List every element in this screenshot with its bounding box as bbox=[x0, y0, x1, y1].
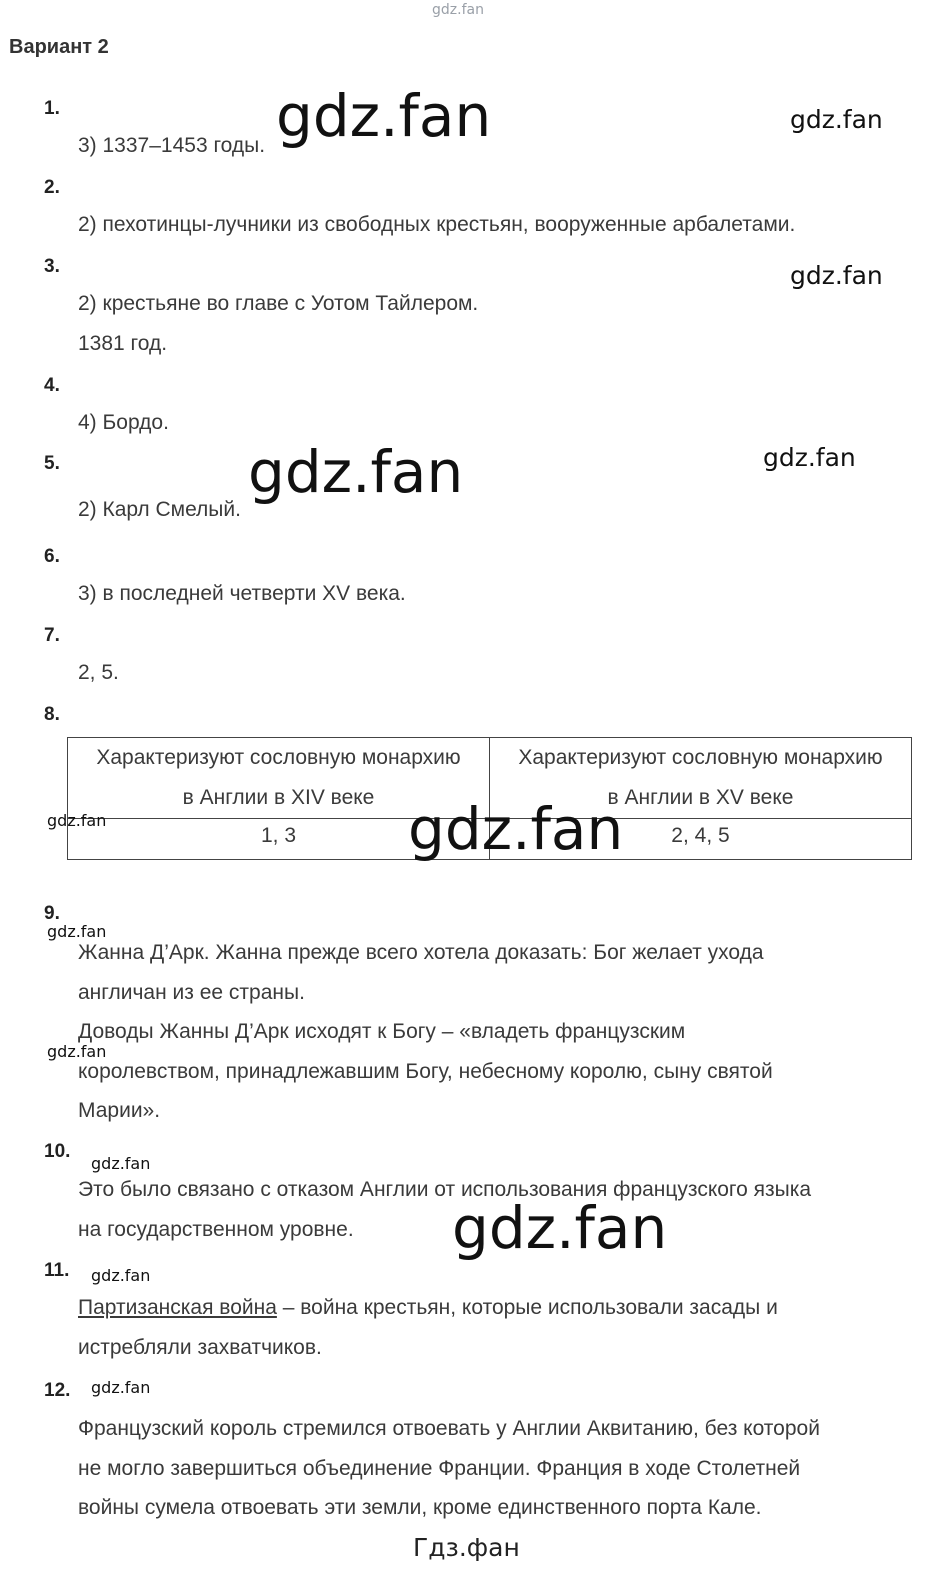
watermark-small: gdz.fan bbox=[47, 922, 107, 941]
watermark-small: gdz.fan bbox=[47, 1042, 107, 1061]
watermark-small: gdz.fan bbox=[91, 1266, 151, 1285]
question-number-6: 6. bbox=[44, 546, 60, 567]
answer-9-line-3: Доводы Жанны Д’Арк исходят к Богу – «владеть французским bbox=[78, 1020, 686, 1043]
watermark-large: gdz.fan bbox=[408, 795, 624, 863]
answer-11-line-1-rest: – война крестьян, которые использовали засады и bbox=[276, 1296, 778, 1319]
question-number-11: 11. bbox=[44, 1260, 70, 1281]
answer-12-line-2: не могло завершиться объединение Франции. Франция в ходе Столетней bbox=[78, 1457, 801, 1480]
question-number-8: 8. bbox=[44, 704, 60, 725]
watermark-large: gdz.fan bbox=[276, 82, 492, 150]
answer-9-line-5: Марии». bbox=[78, 1099, 161, 1122]
header-xv-line-1: Характеризуют сословную монархию bbox=[518, 746, 883, 769]
question-number-2: 2. bbox=[44, 177, 60, 198]
answer-12-line-3: войны сумела отвоевать эти земли, кроме единственного порта Кале. bbox=[78, 1496, 762, 1519]
answer-9-line-1: Жанна Д’Арк. Жанна прежде всего хотела доказать: Бог желает ухода bbox=[78, 941, 764, 964]
answer-4: 4) Бордо. bbox=[78, 411, 169, 434]
answer-3-line-1: 2) крестьяне во главе с Уотом Тайлером. bbox=[78, 292, 479, 315]
answer-11-line-1 bbox=[78, 1296, 778, 1320]
question-number-7: 7. bbox=[44, 625, 60, 646]
answer-9-line-2: англичан из ее страны. bbox=[78, 981, 305, 1004]
watermark-small: gdz.fan bbox=[91, 1378, 151, 1397]
answer-11-line-2: истребляли захватчиков. bbox=[78, 1336, 322, 1359]
question-number-3: 3. bbox=[44, 256, 60, 277]
watermark-small: gdz.fan bbox=[91, 1154, 151, 1173]
header-xiv-line-1: Характеризуют сословную монархию bbox=[96, 746, 461, 769]
question-number-12: 12. bbox=[44, 1380, 71, 1401]
answer-7: 2, 5. bbox=[78, 661, 119, 684]
watermark-medium: gdz.fan bbox=[763, 443, 856, 472]
watermark-large: gdz.fan bbox=[452, 1194, 668, 1262]
term-partisan-war: Партизанская война bbox=[78, 1296, 277, 1319]
site-watermark-top: gdz.fan bbox=[432, 2, 484, 18]
footer-watermark: Гдз.фан bbox=[413, 1533, 520, 1562]
variant-title: Вариант 2 bbox=[9, 36, 109, 58]
watermark-medium: gdz.fan bbox=[790, 261, 883, 290]
watermark-large: gdz.fan bbox=[248, 438, 464, 506]
answer-12-line-1: Французский король стремился отвоевать у Англии Аквитанию, без которой bbox=[78, 1417, 820, 1440]
answer-10-line-1: Это было связано с отказом Англии от использования французского языка bbox=[78, 1178, 812, 1201]
table-cell-xiv-values: 1, 3 bbox=[68, 819, 490, 860]
question-number-1: 1. bbox=[44, 98, 60, 119]
table-cell-xv-values: 2, 4, 5 bbox=[490, 819, 912, 860]
watermark-medium: gdz.fan bbox=[790, 105, 883, 134]
answer-1: 3) 1337–1453 годы. bbox=[78, 134, 266, 157]
question-number-5: 5. bbox=[44, 453, 60, 474]
answer-5: 2) Карл Смелый. bbox=[78, 498, 241, 521]
answer-2: 2) пехотинцы-лучники из свободных крестьян, вооруженные арбалетами. bbox=[78, 213, 796, 236]
question-number-10: 10. bbox=[44, 1141, 71, 1162]
header-xiv-line-2: в Англии в XIV веке bbox=[182, 786, 375, 809]
answer-3-line-2: 1381 год. bbox=[78, 332, 168, 355]
header-xv-line-2: в Англии в XV веке bbox=[607, 786, 794, 809]
watermark-small: gdz.fan bbox=[47, 811, 107, 830]
answer-10-line-2: на государственном уровне. bbox=[78, 1218, 354, 1241]
question-number-4: 4. bbox=[44, 375, 60, 396]
answer-9-line-4: королевством, принадлежавшим Богу, небесному королю, сыну святой bbox=[78, 1060, 773, 1083]
question-number-9: 9. bbox=[44, 903, 60, 924]
answer-6: 3) в последней четверти XV века. bbox=[78, 582, 406, 605]
